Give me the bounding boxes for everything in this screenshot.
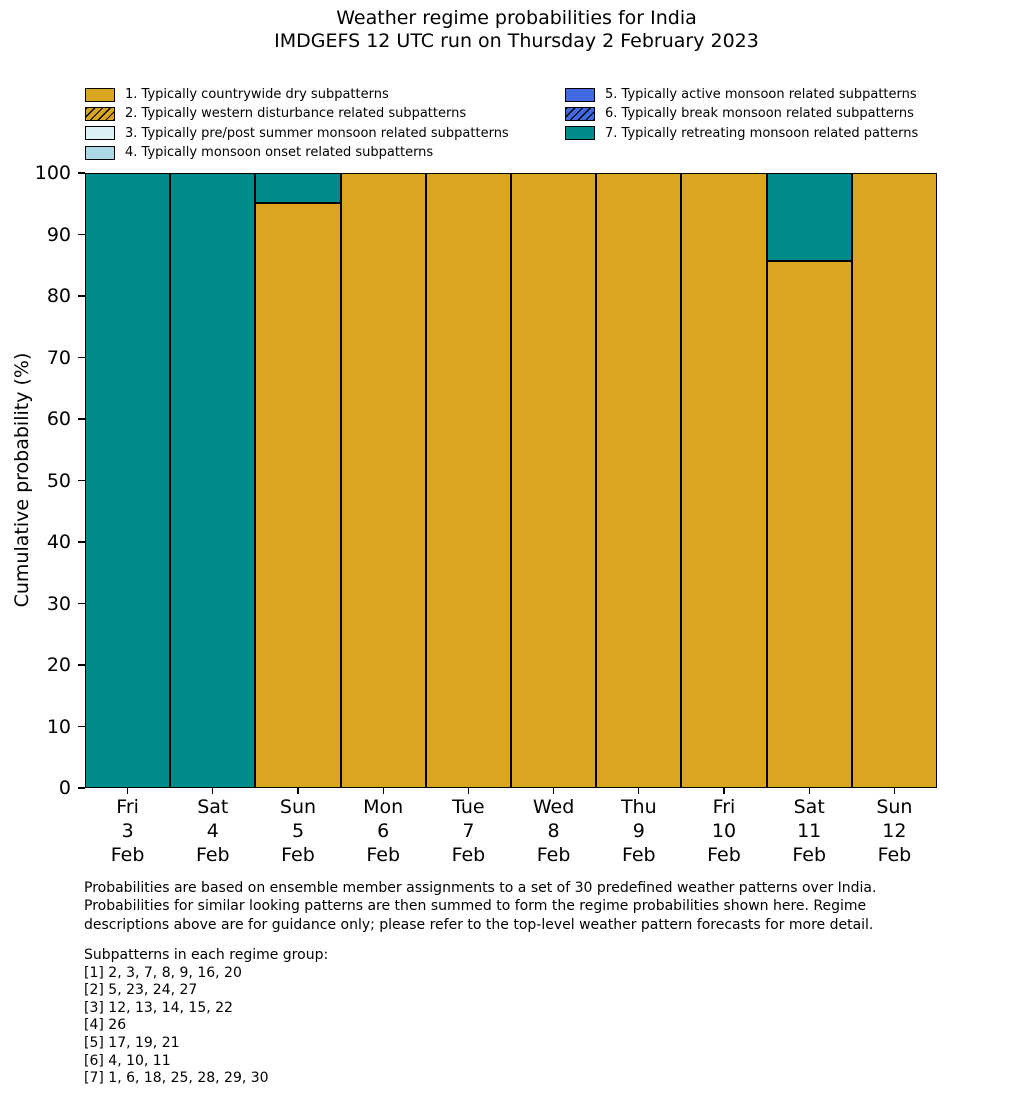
subpattern-line: [6] 4, 10, 11 [84,1052,171,1069]
legend-item-3 [85,125,509,141]
x-tick-mark [894,788,895,794]
y-tick-mark [78,541,85,542]
footnote-line: Probabilities for similar looking patterns are then summed to form the regime probabilities shown here. Regime [84,898,867,915]
legend-label-1: 1. Typically countrywide dry subpatterns [125,87,389,102]
x-tick-weekday: Thu [620,796,657,818]
legend-swatch-2-icon [85,107,115,121]
legend-item-1 [85,87,389,103]
legend-swatch-4-icon [85,146,115,160]
subpatterns-header: Subpatterns in each regime group: [84,947,329,963]
bar-segment-regime-7 [767,173,852,261]
x-tick-month: Feb [707,844,741,866]
x-tick-month: Feb [281,844,315,866]
legend-item-2 [85,106,466,122]
x-tick-mark [723,788,724,794]
legend-swatch-7-icon [565,126,595,140]
y-tick-label: 100 [34,162,71,184]
subpatterns-block [84,947,328,1088]
chart-title-line2: IMDGEFS 12 UTC run on Thursday 2 February 2023 [274,30,759,52]
x-tick-month: Feb [877,844,912,866]
y-tick-label: 50 [46,469,71,492]
bar-wed-8 [511,173,596,788]
subpattern-line: [5] 17, 19, 21 [84,1034,180,1051]
x-tick-label [834,795,954,867]
bar-segment-regime-1 [767,261,852,788]
subpattern-line: [2] 5, 23, 24, 27 [84,982,198,999]
x-tick-day: 8 [547,820,560,842]
y-tick-mark [78,357,85,358]
bar-fri-3 [85,173,170,788]
bar-sat-11 [767,173,852,788]
bar-tue-7 [426,173,511,788]
x-tick-month: Feb [366,844,400,866]
chart-title [0,7,1033,53]
legend-swatch-5-icon [565,88,595,102]
legend-item-6 [565,106,914,122]
x-tick-mark [553,788,554,794]
subpattern-line: [7] 1, 6, 18, 25, 28, 29, 30 [84,1070,269,1087]
y-tick-mark [78,787,85,788]
y-tick-label: 60 [46,408,71,430]
bar-segment-regime-1 [426,173,511,788]
legend-label-7: 7. Typically retreating monsoon related patterns [605,125,919,141]
x-tick-weekday: Fri [116,796,139,818]
x-tick-day: 11 [797,820,822,842]
y-tick-mark [78,726,85,727]
bar-segment-regime-1 [511,173,596,788]
y-tick-label: 30 [46,592,71,615]
legend-item-5 [565,87,917,103]
bar-segment-regime-7 [85,173,170,788]
bar-fri-10 [681,173,766,788]
legend-label-2: 2. Typically western disturbance related subpatterns [125,106,467,122]
x-tick-weekday: Mon [363,796,404,818]
x-tick-weekday: Sat [197,796,229,818]
bar-sun-5 [255,173,340,788]
legend-swatch-3-icon [85,126,115,140]
x-tick-day: 9 [632,820,645,842]
y-axis-spine [85,173,86,788]
y-tick-mark [78,172,85,173]
x-tick-weekday: Wed [532,796,575,818]
x-tick-weekday: Fri [712,796,736,818]
subpatterns-list [84,965,328,1088]
legend-item-4 [85,145,433,161]
legend-swatch-1-icon [85,88,115,102]
x-tick-month: Feb [621,844,656,866]
x-tick-day: 10 [711,820,737,842]
y-tick-mark [78,480,85,481]
bar-segment-regime-7 [255,173,340,203]
footnote-line: Probabilities are based on ensemble member assignments to a set of 30 predefined weather patterns over India. [84,880,877,896]
x-tick-mark [212,788,213,794]
x-tick-day: 12 [882,820,907,842]
y-tick-mark [78,418,85,419]
x-tick-day: 7 [462,820,475,842]
bar-thu-9 [596,173,681,788]
x-tick-mark [383,788,384,794]
x-tick-day: 3 [121,820,134,842]
x-tick-month: Feb [451,844,486,866]
x-tick-mark [638,788,639,794]
x-tick-month: Feb [195,844,230,866]
legend-label-4: 4. Typically monsoon onset related subpatterns [125,145,434,161]
x-tick-day: 5 [291,820,305,842]
subpattern-line: [4] 26 [84,1017,127,1034]
x-tick-mark [809,788,810,794]
y-tick-label: 0 [58,777,71,799]
x-tick-mark [127,788,128,794]
x-tick-day: 6 [377,820,390,842]
bar-segment-regime-1 [255,203,340,788]
y-tick-label: 10 [46,715,71,738]
x-tick-weekday: Tue [452,796,485,818]
legend-swatch-6-icon [565,107,595,121]
y-tick-mark [78,234,85,235]
x-tick-weekday: Sat [793,796,825,818]
y-tick-label: 70 [46,346,71,369]
bar-sun-12 [852,173,937,788]
bar-segment-regime-1 [681,173,766,788]
x-tick-weekday: Sun [279,796,317,818]
y-tick-mark [78,295,85,296]
x-tick-day: 4 [206,820,219,842]
y-tick-mark [78,603,85,604]
y-axis-label: Cumulative probability (%) [11,352,33,608]
y-tick-label: 40 [46,531,71,553]
legend-label-3: 3. Typically pre/post summer monsoon related subpatterns [125,125,509,141]
footnote-line: descriptions above are for guidance only; please refer to the top-level weather pattern forecasts for more detail. [84,916,874,933]
bar-segment-regime-7 [170,173,255,788]
subpattern-line: [3] 12, 13, 14, 15, 22 [84,999,233,1016]
plot-area [34,162,937,866]
x-tick-mark [468,788,469,794]
y-tick-label: 80 [46,285,71,307]
bar-segment-regime-1 [341,173,426,788]
y-tick-label: 90 [46,223,71,246]
subpattern-line: [1] 2, 3, 7, 8, 9, 16, 20 [84,964,242,981]
legend-label-6: 6. Typically break monsoon related subpatterns [605,106,914,122]
bar-segment-regime-1 [596,173,681,788]
y-tick-label: 20 [46,654,71,676]
x-tick-weekday: Sun [876,796,913,818]
chart-title-line1: Weather regime probabilities for India [336,7,697,29]
bar-sat-4 [170,173,255,788]
x-tick-month: Feb [110,844,145,866]
legend-label-5: 5. Typically active monsoon related subpatterns [605,87,917,102]
x-tick-month: Feb [536,844,571,866]
bar-segment-regime-1 [852,173,937,788]
x-tick-month: Feb [792,844,826,866]
y-tick-mark [78,664,85,665]
x-tick-mark [297,788,298,794]
legend-item-7 [565,125,918,141]
bar-mon-6 [341,173,426,788]
footnote-paragraph [84,879,876,934]
